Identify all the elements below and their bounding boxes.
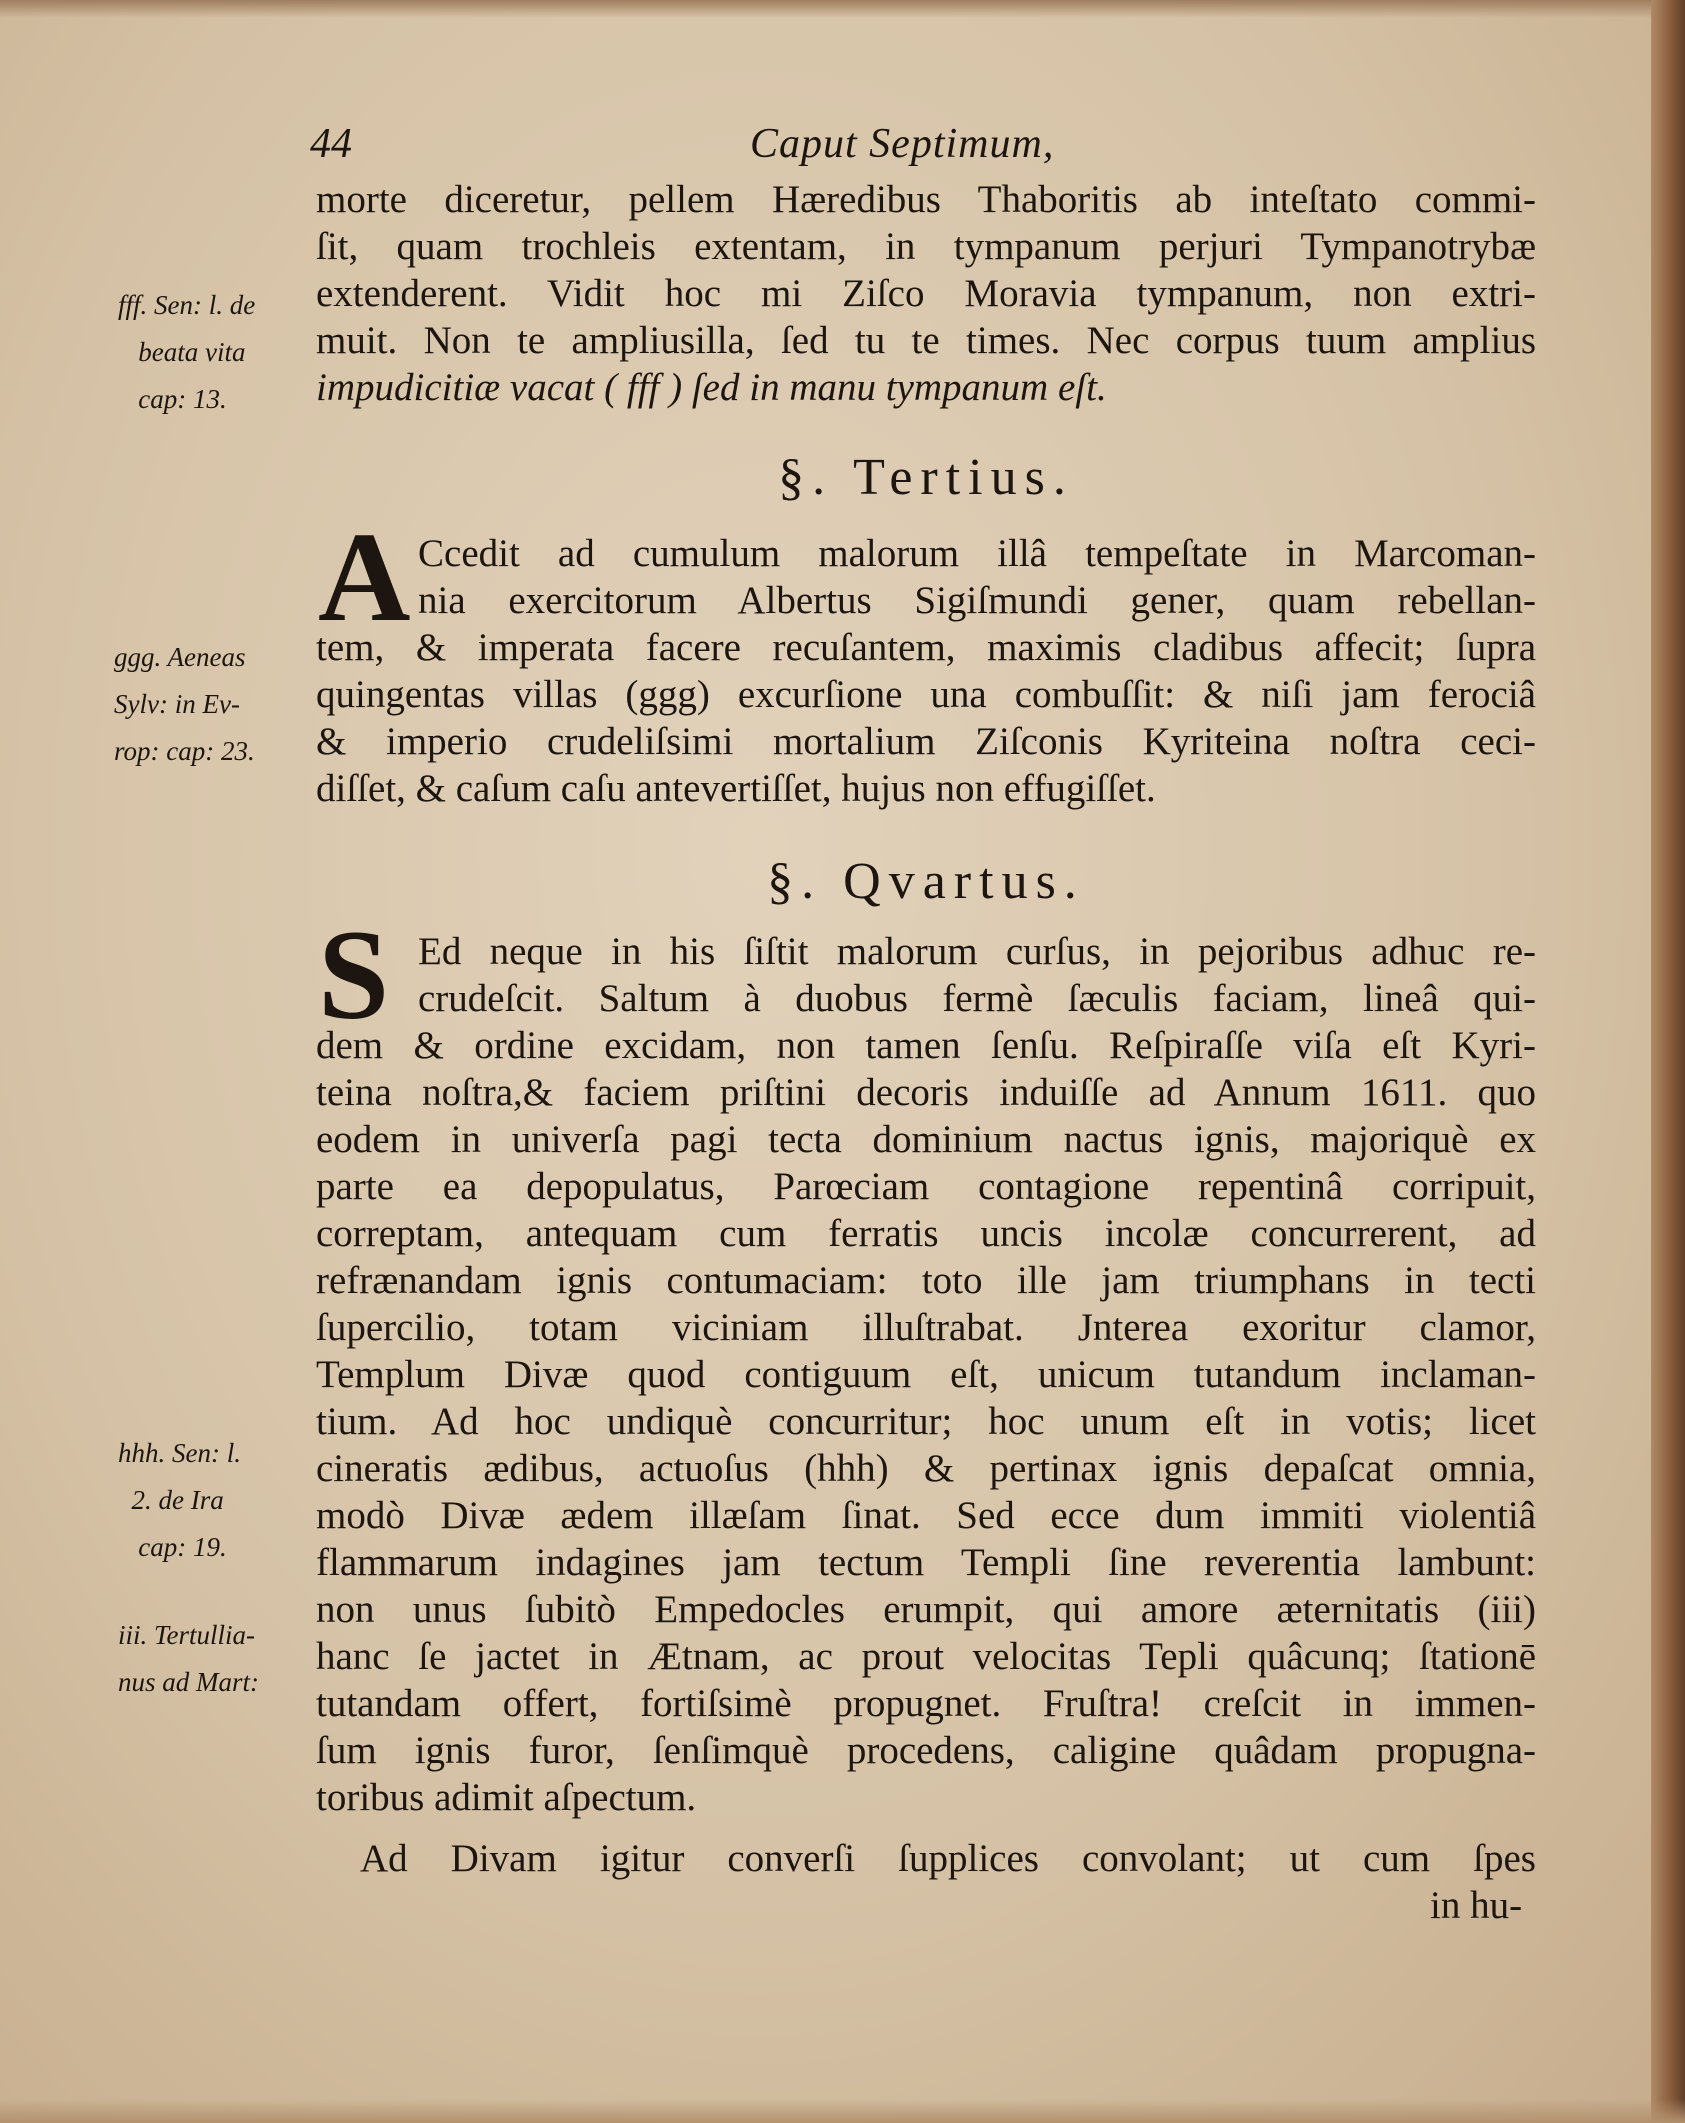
page-number: 44 [310, 121, 352, 167]
margin-note-fff: fff. Sen: l. de beata vita cap: 13. [118, 290, 256, 414]
text-line: tutandam offert, fortiſsimè propugnet. Fruſtra! creſcit in immen- [316, 1682, 1536, 1725]
text-line: impudicitiæ vacat ( fff ) ſed in manu tympanum eſt. [316, 366, 1107, 409]
page-right-edge [1651, 0, 1685, 2123]
text-line: ſit, quam trochleis extentam, in tympanum perjuri Tympanotrybæ [316, 225, 1536, 268]
text-line: extenderent. Vidit hoc mi Ziſco Moravia tympanum, non extri- [316, 272, 1536, 315]
text-line: eodem in univerſa pagi tecta dominium nactus ignis, majoriquè ex [316, 1118, 1536, 1161]
text-line: crudeſcit. Saltum à duobus fermè ſæculis faciam, lineâ qui- [418, 977, 1536, 1020]
text-line: Ccedit ad cumulum malorum illâ tempeſtate in Marcoman- [418, 532, 1536, 575]
text-line: non unus ſubitò Empedocles erumpit, qui amore æternitatis (iii) [316, 1588, 1536, 1631]
text-line: diſſet, & caſum caſu antevertiſſet, hujus non effugiſſet. [316, 767, 1156, 810]
text-line: parte ea depopulatus, Parœciam contagione repentinâ corripuit, [316, 1165, 1536, 1208]
section-heading-tertius: §. Tertius. [778, 449, 1074, 506]
text-line: & imperio crudeliſsimi mortalium Ziſconis Kyriteina noſtra ceci- [316, 720, 1536, 763]
text-line: correptam, antequam cum ferratis uncis incolæ concurrerent, ad [316, 1212, 1536, 1255]
text-line: quingentas villas (ggg) excurſione una combuſſit: & niſi jam ferociâ [316, 673, 1536, 716]
catchword: in hu- [1430, 1884, 1523, 1927]
text-line: Ed neque in his ſiſtit malorum curſus, in pejoribus adhuc re- [418, 930, 1536, 973]
drop-cap: A [318, 506, 411, 648]
text-line: modò Divæ ædem illæſam ſinat. Sed ecce dum immiti violentiâ [316, 1494, 1536, 1537]
page-header [310, 120, 1540, 176]
text-line: flammarum indagines jam tectum Templi ſine reverentia lambunt: [316, 1541, 1536, 1584]
text-line: cineratis ædibus, actuoſus (hhh) & pertinax ignis depaſcat omnia, [316, 1447, 1536, 1490]
text-line: Templum Divæ quod contiguum eſt, unicum tutandum inclaman- [316, 1353, 1536, 1396]
text-line: muit. Non te ampliusilla, ſed tu te times. Nec corpus tuum amplius [316, 319, 1536, 362]
text-line: Ad Divam igitur converſi ſupplices convolant; ut cum ſpes [360, 1837, 1536, 1880]
margin-note-hhh: hhh. Sen: l. 2. de Ira cap: 19. [118, 1438, 241, 1562]
text-line: ſum ignis furor, ſenſimquè procedens, caligine quâdam propugna- [316, 1729, 1536, 1772]
margin-note-ggg: ggg. Aeneas Sylv: in Ev- rop: cap: 23. [114, 642, 255, 766]
text-line: refrænandam ignis contumaciam: toto ille jam triumphans in tecti [316, 1259, 1536, 1302]
text-line: tium. Ad hoc undiquè concurritur; hoc unum eſt in votis; licet [316, 1400, 1536, 1443]
running-title: Caput Septimum, [750, 121, 1055, 167]
text-line: ſupercilio, totam viciniam illuſtrabat. Jnterea exoritur clamor, [316, 1306, 1536, 1349]
text-line: tem, & imperata facere recuſantem, maximis cladibus affecit; ſupra [316, 626, 1536, 669]
text-line: morte diceretur, pellem Hæredibus Thaboritis ab inteſtato commi- [316, 178, 1536, 221]
drop-cap: S [318, 904, 390, 1046]
text-line: dem & ordine excidam, non tamen ſenſu. Reſpiraſſe viſa eſt Kyri- [316, 1024, 1536, 1067]
margin-note-iii: iii. Tertullia- nus ad Mart: [118, 1620, 259, 1697]
page-bottom-edge [0, 2099, 1685, 2123]
text-line: hanc ſe jactet in Ætnam, ac prout velocitas Tepli quâcunq; ſtationē [316, 1635, 1536, 1678]
section-heading-quartus: §. Qvartus. [767, 853, 1085, 910]
text-line: teina noſtra,& faciem priſtini decoris induiſſe ad Annum 1611. quo [316, 1071, 1536, 1114]
page-top-edge [0, 0, 1685, 18]
text-line: nia exercitorum Albertus Sigiſmundi gener, quam rebellan- [418, 579, 1536, 622]
text-line: toribus adimit aſpectum. [316, 1776, 697, 1819]
